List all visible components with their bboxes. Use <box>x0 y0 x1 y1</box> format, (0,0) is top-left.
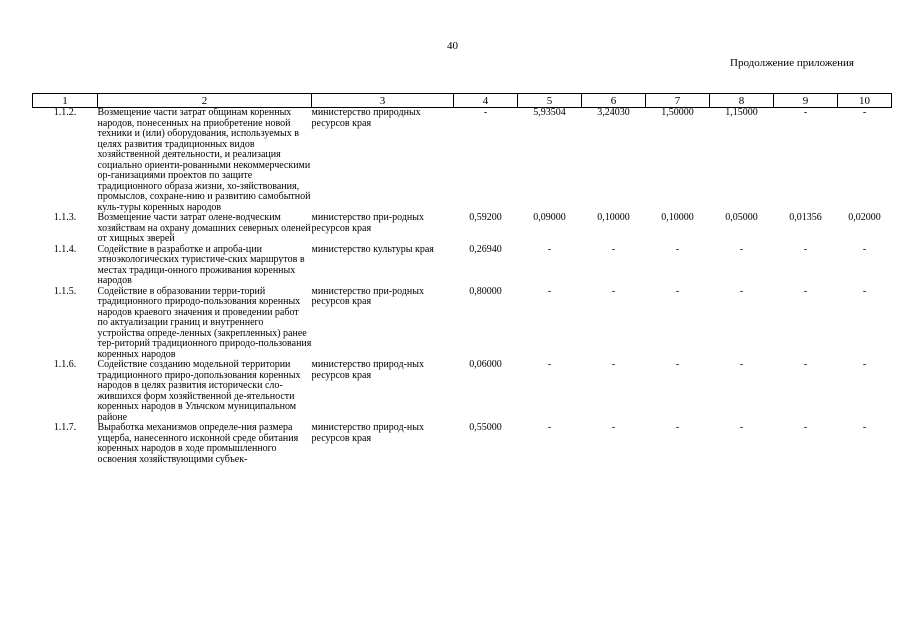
column-header: 9 <box>774 94 838 108</box>
table-row <box>33 213 892 245</box>
row-ministry: министерство природных ресурсов края <box>311 107 421 129</box>
row-value: - <box>611 359 616 370</box>
row-number: 1.1.7. <box>53 422 77 433</box>
row-value: - <box>803 285 808 297</box>
row-value: - <box>611 243 616 255</box>
row-description: Возмещение части затрат олене-водческим хозяйствам на охрану домашних северных оленей от хищных зверей <box>97 212 311 244</box>
row-value: 0,80000 <box>469 285 502 297</box>
row-value: 0,26940 <box>469 243 502 255</box>
row-value: - <box>803 243 808 255</box>
row-value: 0,06000 <box>469 359 502 370</box>
row-value: 0,02000 <box>848 212 881 223</box>
row-description: Выработка механизмов определе-ния размера ущерба, нанесенного исконной среде обитания коренных народов в ходе промышленного освоения хозяйствующими субъек- <box>97 422 299 465</box>
row-value: - <box>803 422 808 433</box>
row-value: 0,05000 <box>725 212 758 223</box>
row-number: 1.1.2. <box>53 107 77 118</box>
row-number: 1.1.4. <box>53 243 77 255</box>
row-value: - <box>675 285 680 297</box>
row-value: 0,55000 <box>469 422 502 433</box>
row-value: - <box>675 422 680 433</box>
row-value: - <box>862 422 867 433</box>
row-value: - <box>862 285 867 297</box>
row-value: 1,50000 <box>661 107 694 118</box>
row-ministry: министерство при-родных ресурсов края <box>311 212 424 234</box>
row-value: - <box>675 243 680 255</box>
table-row <box>33 108 892 214</box>
row-value: - <box>862 243 867 255</box>
table-row <box>33 287 892 361</box>
row-ministry: министерство природ-ных ресурсов края <box>311 359 424 381</box>
row-value: - <box>547 243 552 255</box>
row-value: 0,10000 <box>661 212 694 223</box>
row-description: Содействие в разработке и апроба-ции этноэкологических туристиче-ских маршрутов в местах традици-онного проживания коренных народов <box>97 243 305 286</box>
row-ministry: министерство культуры края <box>311 243 434 255</box>
row-value: - <box>803 107 808 118</box>
row-value: - <box>739 285 744 297</box>
column-header: 7 <box>646 94 710 108</box>
row-value: - <box>862 107 867 118</box>
row-value: 0,09000 <box>533 212 566 223</box>
row-description: Содействие в образовании терри-торий традиционного природо-пользования коренных народов краевого значения и проведении работ по актуализации границ и внутреннего устройства опреде-ленных (закрепленных) ранее тер-риторий традиционного природо-пользования коренных народов <box>97 285 312 360</box>
row-value: - <box>739 243 744 255</box>
row-value: 5,93504 <box>533 107 566 118</box>
row-value: 0,59200 <box>469 212 502 223</box>
column-header: 6 <box>582 94 646 108</box>
page-number: 40 <box>447 40 458 52</box>
row-description: Возмещение части затрат общинам коренных народов, понесенных на приобретение новой техники и (или) оборудования, используемых в целях развития традиционных видов хозяйственной деятельности, и реализация социально ориенти-рованными некоммерческими ор-ганизациями проектов по защите традиционного образа жизни, хо-зяйствования, промыслов, сохране-нию и развитию самобытной куль-туры коренных народов <box>97 107 311 213</box>
row-description: Содействие созданию модельной территории традиционного приро-допользования коренных народов в целях развития исторически сло-жившихся форм хозяйственной де-ятельности коренных народов в Ульчском муниципальном районе <box>97 359 301 423</box>
appendix-table <box>32 93 892 465</box>
table-row <box>33 360 892 423</box>
row-value: - <box>862 359 867 370</box>
row-value: - <box>547 422 552 433</box>
row-value: - <box>611 285 616 297</box>
row-number: 1.1.5. <box>53 285 77 297</box>
column-header: 1 <box>33 94 98 108</box>
row-value: - <box>483 107 488 118</box>
row-ministry: министерство при-родных ресурсов края <box>311 285 424 307</box>
table-header-row <box>33 94 892 108</box>
column-header: 10 <box>838 94 892 108</box>
row-ministry: министерство природ-ных ресурсов края <box>311 422 424 444</box>
row-value: - <box>803 359 808 370</box>
row-value: - <box>547 359 552 370</box>
row-value: - <box>739 422 744 433</box>
continuation-caption: Продолжение приложения <box>730 57 854 69</box>
row-value: - <box>547 285 552 297</box>
table-row <box>33 423 892 465</box>
column-header: 4 <box>454 94 518 108</box>
column-header: 2 <box>98 94 312 108</box>
table-row <box>33 245 892 287</box>
column-header: 5 <box>518 94 582 108</box>
row-value: 0,01356 <box>789 212 822 223</box>
row-value: 0,10000 <box>597 212 630 223</box>
row-value: - <box>611 422 616 433</box>
row-number: 1.1.6. <box>53 359 77 370</box>
row-value: 3,24030 <box>597 107 630 118</box>
row-number: 1.1.3. <box>53 212 77 223</box>
column-header: 3 <box>312 94 454 108</box>
column-header: 8 <box>710 94 774 108</box>
row-value: 1,15000 <box>725 107 758 118</box>
row-value: - <box>739 359 744 370</box>
row-value: - <box>675 359 680 370</box>
